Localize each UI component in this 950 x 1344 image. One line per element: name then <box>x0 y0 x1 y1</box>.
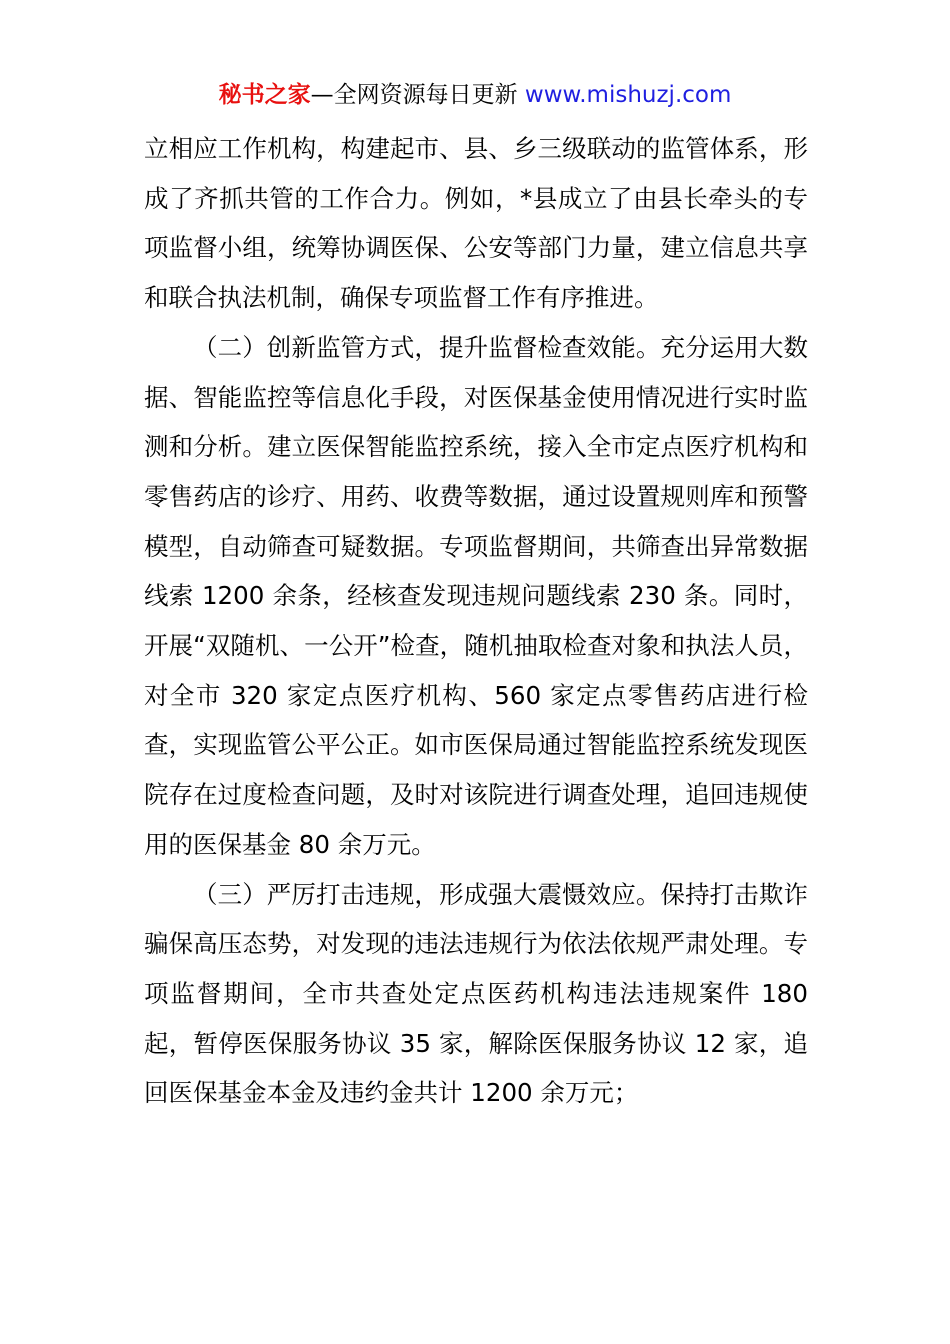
paragraph-continuation: 立相应工作机构，构建起市、县、乡三级联动的监管体系，形成了齐抓共管的工作合力。例如，*县成立了由县长牵头的专项监督小组，统筹协调医保、公安等部门力量，建立信息共享和联合执法机制，确保专项监督工作有序推进。 <box>144 134 808 313</box>
paragraph-section-three: （三）严厉打击违规，形成强大震慑效应。保持打击欺诈骗保高压态势，对发现的违法违规行为依法依规严肃处理。专项监督期间，全市共查处定点医药机构违法违规案件 180 起，暂停医保服务协议 35 家，解除医保服务协议 12 家，追回医保基金本金及违约金共计 1200 余万元； <box>144 879 808 1108</box>
paragraph-section-two: （二）创新监管方式，提升监督检查效能。充分运用大数据、智能监控等信息化手段，对医保基金使用情况进行实时监测和分析。建立医保智能监控系统，接入全市定点医疗机构和零售药店的诊疗、用药、收费等数据，通过设置规则库和预警模型，自动筛查可疑数据。专项监督期间，共筛查出异常数据线索 1200 余条，经核查发现违规问题线索 230 条。同时，开展“双随机、一公开”检查，随机抽取检查对象和执法人员，对全市 320 家定点医疗机构、560 家定点零售药店进行检查，实现监管公平公正。如市医保局通过智能监控系统发现医院存在过度检查问题，及时对该院进行调查处理，追回违规使用的医保基金 80 余万元。 <box>144 332 808 859</box>
header-tagline: —全网资源每日更新 <box>310 82 525 108</box>
document-body <box>144 124 808 1118</box>
header-url-link[interactable]: www.mishuzj.com <box>524 82 732 108</box>
header-brand: 秘书之家 <box>218 82 311 108</box>
page-header <box>0 78 950 112</box>
